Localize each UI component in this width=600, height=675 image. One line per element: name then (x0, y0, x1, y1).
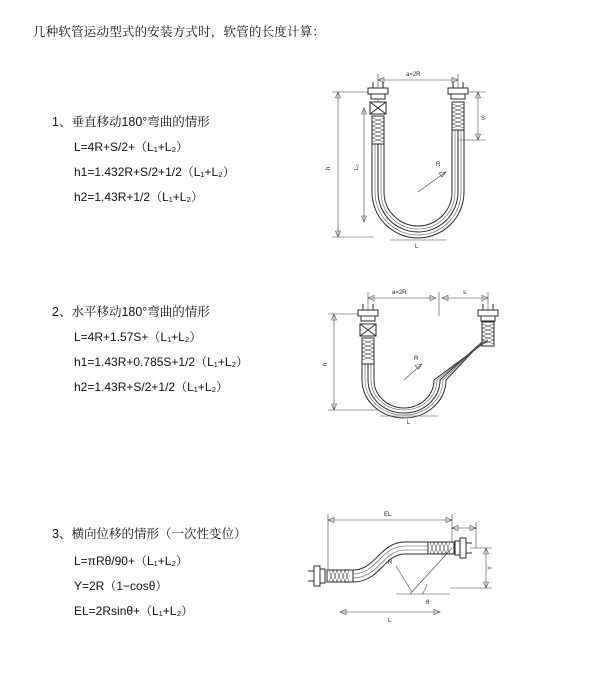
page-title: 几种软管运动型式的安装方式时，软管的长度计算： (33, 25, 326, 39)
section-2-title-line (52, 300, 210, 325)
svg-text:s: s (463, 290, 466, 296)
svg-text:R: R (414, 356, 419, 362)
svg-text:R: R (388, 560, 393, 566)
section-2-title: 水平移动180°弯曲的情形 (71, 305, 210, 319)
section-1-formula-1: L=4R+S/2+（L₁+L₂） (74, 140, 189, 154)
section-3-formula-1: L=πRθ/90+（L₁+L₂） (74, 554, 189, 568)
svg-text:a=2R: a=2R (406, 72, 421, 78)
figure-2 (318, 280, 518, 440)
svg-text:h: h (326, 166, 332, 170)
svg-text:EL: EL (384, 512, 392, 518)
section-1-index: 1、 (52, 115, 72, 129)
section-2-formula-3: h2=1.43R+S/2+1/2（L₁+L₂） (74, 380, 229, 394)
svg-text:θ: θ (426, 600, 430, 606)
section-1-title-line (52, 110, 210, 135)
section-2-formula-1: L=4R+1.57S+（L₁+L₂） (74, 330, 202, 344)
figure-1 (318, 62, 518, 262)
svg-text:L: L (415, 244, 419, 250)
section-3-title-line (52, 522, 246, 547)
section-1-title: 垂直移动180°弯曲的情形 (71, 115, 210, 129)
svg-text:L: L (407, 420, 411, 426)
section-1-formula-3: h2=1.43R+1/2（L₁+L₂） (74, 190, 204, 204)
svg-text:h: h (323, 362, 329, 366)
section-2-formula-2: h1=1.43R+0.785S+1/2（L₁+L₂） (74, 355, 249, 369)
section-3-title: 横向位移的情形（一次性变位） (71, 527, 247, 541)
svg-text:R: R (436, 162, 441, 168)
section-3-index: 3、 (52, 527, 72, 541)
section-2-index: 2、 (52, 305, 72, 319)
svg-text:a=2R: a=2R (392, 290, 407, 296)
section-1-formula-2: h1=1.432R+S/2+1/2（L₁+L₂） (74, 165, 235, 179)
svg-text:L: L (388, 618, 392, 624)
figure-3 (300, 500, 500, 640)
svg-text:S: S (481, 116, 486, 122)
section-3-formula-3: EL=2Rsinθ+（L₁+L₂） (74, 604, 194, 618)
svg-text:Y: Y (488, 565, 494, 570)
svg-text:L₂: L₂ (354, 164, 360, 170)
section-3-formula-2: Y=2R（1−cosθ） (74, 579, 168, 593)
